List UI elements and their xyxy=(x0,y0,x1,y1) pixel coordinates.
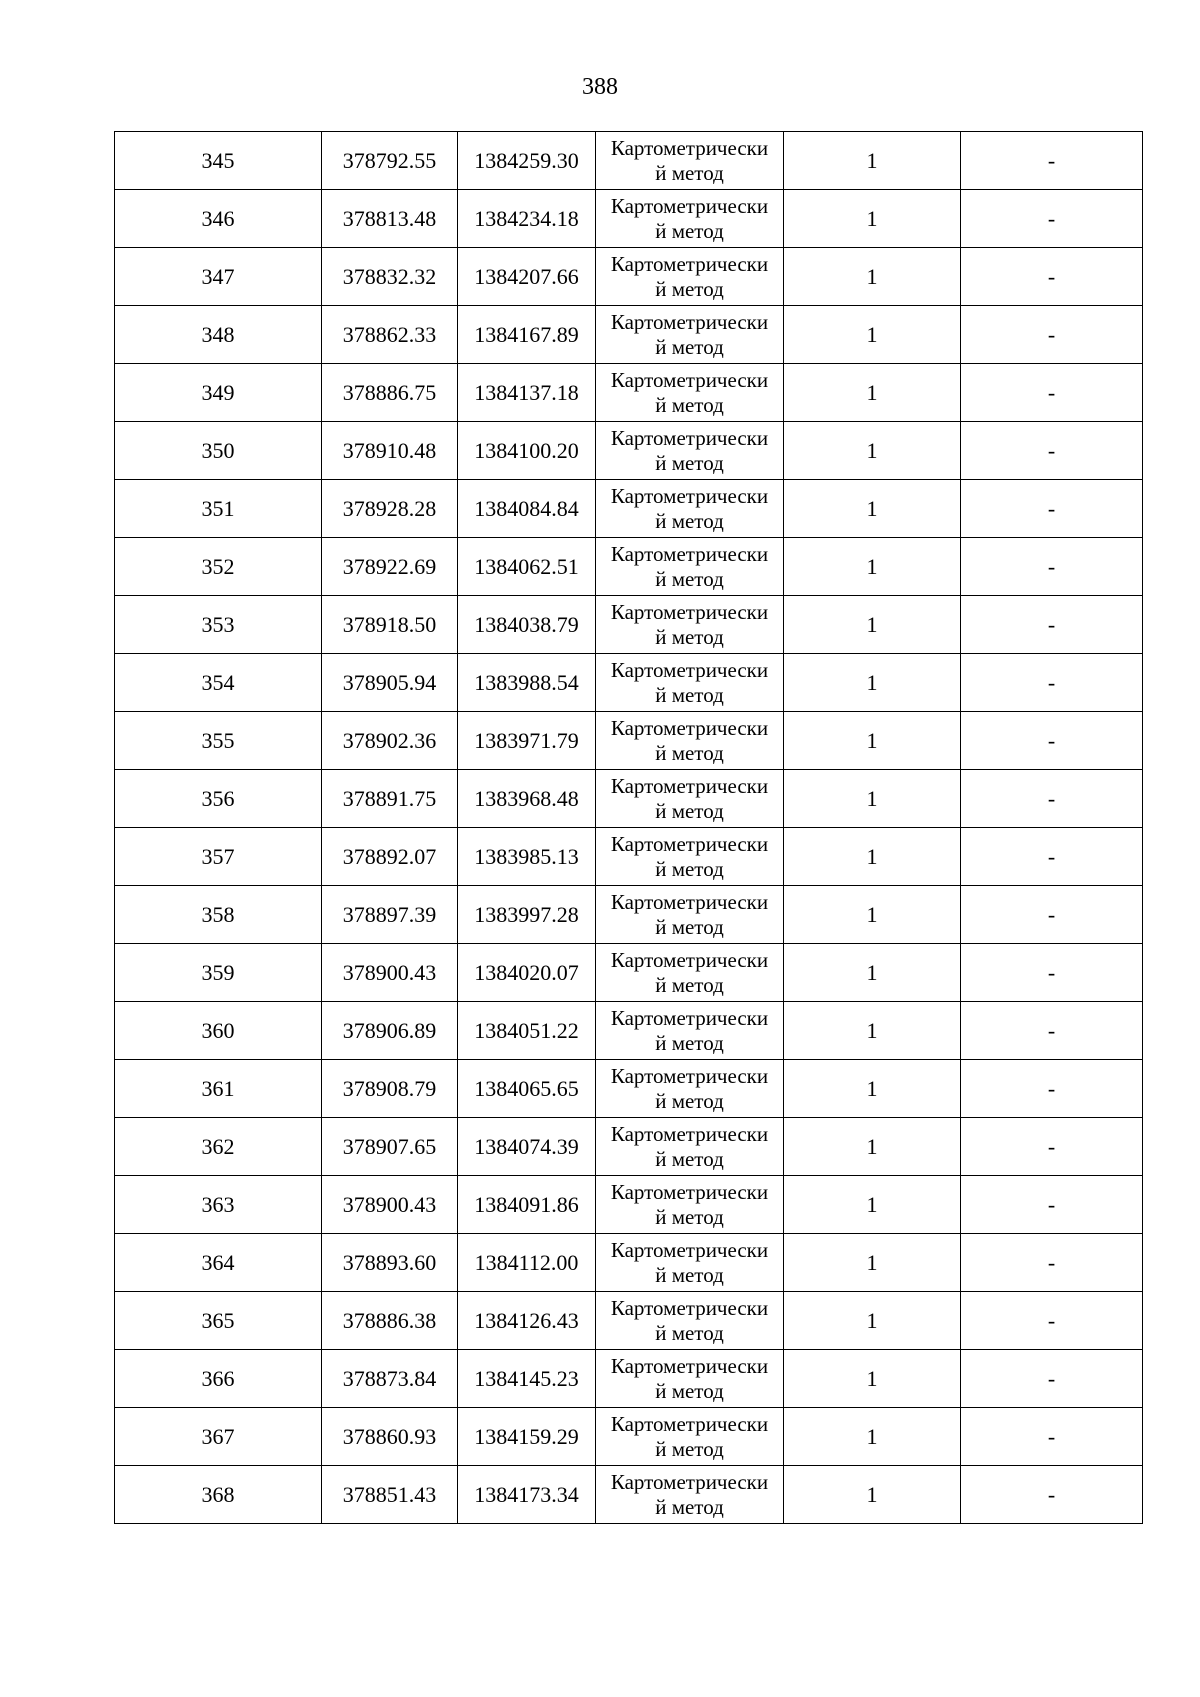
table-row xyxy=(115,712,1143,770)
point-number-cell: 365 xyxy=(115,1292,322,1350)
accuracy-cell: 1 xyxy=(784,1118,961,1176)
method-line-2: й метод xyxy=(655,1262,724,1287)
method-line-2: й метод xyxy=(655,682,724,707)
method-cell xyxy=(596,480,784,538)
method-line-1: Картометрически xyxy=(610,193,769,218)
coordinate-y-cell: 1384159.29 xyxy=(458,1408,596,1466)
table-row xyxy=(115,190,1143,248)
accuracy-cell: 1 xyxy=(784,1176,961,1234)
table-row xyxy=(115,828,1143,886)
method-cell xyxy=(596,1466,784,1524)
point-number-cell: 347 xyxy=(115,248,322,306)
table-row xyxy=(115,480,1143,538)
table-row xyxy=(115,132,1143,190)
note-cell: - xyxy=(961,1292,1143,1350)
method-line-1: Картометрически xyxy=(610,599,769,624)
coordinate-x-cell: 378897.39 xyxy=(322,886,458,944)
method-line-1: Картометрически xyxy=(610,367,769,392)
method-line-2: й метод xyxy=(655,914,724,939)
method-line-2: й метод xyxy=(655,218,724,243)
coordinate-y-cell: 1384112.00 xyxy=(458,1234,596,1292)
note-cell: - xyxy=(961,828,1143,886)
coordinate-y-cell: 1383971.79 xyxy=(458,712,596,770)
note-cell: - xyxy=(961,306,1143,364)
table-row xyxy=(115,1234,1143,1292)
coordinate-y-cell: 1384126.43 xyxy=(458,1292,596,1350)
note-cell: - xyxy=(961,132,1143,190)
point-number-cell: 356 xyxy=(115,770,322,828)
method-cell xyxy=(596,364,784,422)
coordinate-x-cell: 378873.84 xyxy=(322,1350,458,1408)
method-line-2: й метод xyxy=(655,1204,724,1229)
table-row xyxy=(115,770,1143,828)
point-number-cell: 352 xyxy=(115,538,322,596)
coordinate-y-cell: 1384167.89 xyxy=(458,306,596,364)
accuracy-cell: 1 xyxy=(784,1060,961,1118)
method-cell xyxy=(596,1350,784,1408)
note-cell: - xyxy=(961,886,1143,944)
coordinate-y-cell: 1384145.23 xyxy=(458,1350,596,1408)
point-number-cell: 349 xyxy=(115,364,322,422)
note-cell: - xyxy=(961,712,1143,770)
coordinate-x-cell: 378893.60 xyxy=(322,1234,458,1292)
method-line-1: Картометрически xyxy=(610,1353,769,1378)
method-line-1: Картометрически xyxy=(610,541,769,566)
coordinate-y-cell: 1384065.65 xyxy=(458,1060,596,1118)
method-line-2: й метод xyxy=(655,1436,724,1461)
coordinate-y-cell: 1384259.30 xyxy=(458,132,596,190)
method-line-2: й метод xyxy=(655,1088,724,1113)
method-line-2: й метод xyxy=(655,508,724,533)
point-number-cell: 354 xyxy=(115,654,322,712)
coordinate-y-cell: 1384074.39 xyxy=(458,1118,596,1176)
method-line-2: й метод xyxy=(655,856,724,881)
method-cell xyxy=(596,654,784,712)
note-cell: - xyxy=(961,944,1143,1002)
method-line-1: Картометрически xyxy=(610,1179,769,1204)
table-row xyxy=(115,1292,1143,1350)
method-line-2: й метод xyxy=(655,1146,724,1171)
point-number-cell: 346 xyxy=(115,190,322,248)
point-number-cell: 361 xyxy=(115,1060,322,1118)
method-cell xyxy=(596,190,784,248)
point-number-cell: 364 xyxy=(115,1234,322,1292)
table-row xyxy=(115,944,1143,1002)
method-line-2: й метод xyxy=(655,1030,724,1055)
point-number-cell: 359 xyxy=(115,944,322,1002)
coordinate-x-cell: 378900.43 xyxy=(322,944,458,1002)
note-cell: - xyxy=(961,654,1143,712)
coordinate-x-cell: 378862.33 xyxy=(322,306,458,364)
method-line-1: Картометрически xyxy=(610,251,769,276)
coordinate-x-cell: 378832.32 xyxy=(322,248,458,306)
table-body xyxy=(115,132,1143,1524)
note-cell: - xyxy=(961,770,1143,828)
coordinate-y-cell: 1384062.51 xyxy=(458,538,596,596)
method-cell xyxy=(596,248,784,306)
method-cell xyxy=(596,886,784,944)
point-number-cell: 353 xyxy=(115,596,322,654)
method-cell xyxy=(596,306,784,364)
method-line-2: й метод xyxy=(655,798,724,823)
note-cell: - xyxy=(961,1350,1143,1408)
coordinate-y-cell: 1384234.18 xyxy=(458,190,596,248)
method-line-2: й метод xyxy=(655,450,724,475)
note-cell: - xyxy=(961,364,1143,422)
note-cell: - xyxy=(961,422,1143,480)
point-number-cell: 345 xyxy=(115,132,322,190)
coordinate-x-cell: 378928.28 xyxy=(322,480,458,538)
coordinate-x-cell: 378906.89 xyxy=(322,1002,458,1060)
accuracy-cell: 1 xyxy=(784,132,961,190)
note-cell: - xyxy=(961,1118,1143,1176)
method-line-1: Картометрически xyxy=(610,715,769,740)
note-cell: - xyxy=(961,1060,1143,1118)
point-number-cell: 360 xyxy=(115,1002,322,1060)
method-cell xyxy=(596,828,784,886)
table-row xyxy=(115,1060,1143,1118)
coordinate-x-cell: 378886.75 xyxy=(322,364,458,422)
method-line-1: Картометрически xyxy=(610,831,769,856)
method-cell xyxy=(596,1060,784,1118)
method-cell xyxy=(596,132,784,190)
method-line-2: й метод xyxy=(655,1320,724,1345)
table-row xyxy=(115,306,1143,364)
table-row xyxy=(115,1176,1143,1234)
coordinate-x-cell: 378792.55 xyxy=(322,132,458,190)
coordinate-y-cell: 1383985.13 xyxy=(458,828,596,886)
method-line-1: Картометрически xyxy=(610,947,769,972)
note-cell: - xyxy=(961,1176,1143,1234)
coordinate-y-cell: 1384051.22 xyxy=(458,1002,596,1060)
note-cell: - xyxy=(961,248,1143,306)
method-line-2: й метод xyxy=(655,392,724,417)
note-cell: - xyxy=(961,190,1143,248)
note-cell: - xyxy=(961,596,1143,654)
method-line-2: й метод xyxy=(655,160,724,185)
accuracy-cell: 1 xyxy=(784,596,961,654)
method-line-2: й метод xyxy=(655,566,724,591)
method-cell xyxy=(596,1176,784,1234)
point-number-cell: 367 xyxy=(115,1408,322,1466)
table-row xyxy=(115,248,1143,306)
table-row xyxy=(115,422,1143,480)
note-cell: - xyxy=(961,1002,1143,1060)
note-cell: - xyxy=(961,480,1143,538)
coordinate-x-cell: 378813.48 xyxy=(322,190,458,248)
table-row xyxy=(115,1118,1143,1176)
method-line-2: й метод xyxy=(655,334,724,359)
accuracy-cell: 1 xyxy=(784,886,961,944)
accuracy-cell: 1 xyxy=(784,770,961,828)
coordinate-x-cell: 378910.48 xyxy=(322,422,458,480)
coordinate-y-cell: 1384173.34 xyxy=(458,1466,596,1524)
method-line-1: Картометрически xyxy=(610,309,769,334)
accuracy-cell: 1 xyxy=(784,190,961,248)
method-cell xyxy=(596,1002,784,1060)
coordinate-y-cell: 1383988.54 xyxy=(458,654,596,712)
point-number-cell: 348 xyxy=(115,306,322,364)
method-line-2: й метод xyxy=(655,624,724,649)
method-line-1: Картометрически xyxy=(610,425,769,450)
point-number-cell: 355 xyxy=(115,712,322,770)
table-row xyxy=(115,538,1143,596)
method-cell xyxy=(596,712,784,770)
coordinates-table xyxy=(114,131,1143,1524)
method-line-1: Картометрически xyxy=(610,483,769,508)
coordinate-y-cell: 1384091.86 xyxy=(458,1176,596,1234)
table-row xyxy=(115,364,1143,422)
method-line-2: й метод xyxy=(655,972,724,997)
accuracy-cell: 1 xyxy=(784,538,961,596)
point-number-cell: 351 xyxy=(115,480,322,538)
method-cell xyxy=(596,422,784,480)
method-cell xyxy=(596,1292,784,1350)
method-line-2: й метод xyxy=(655,1494,724,1519)
coordinate-x-cell: 378905.94 xyxy=(322,654,458,712)
method-cell xyxy=(596,596,784,654)
table-row xyxy=(115,1350,1143,1408)
method-line-1: Картометрически xyxy=(610,657,769,682)
accuracy-cell: 1 xyxy=(784,828,961,886)
method-line-1: Картометрически xyxy=(610,889,769,914)
coordinate-x-cell: 378892.07 xyxy=(322,828,458,886)
method-cell xyxy=(596,1118,784,1176)
accuracy-cell: 1 xyxy=(784,306,961,364)
method-line-1: Картометрически xyxy=(610,1295,769,1320)
table-row xyxy=(115,886,1143,944)
method-line-1: Картометрически xyxy=(610,1411,769,1436)
method-line-1: Картометрически xyxy=(610,1121,769,1146)
method-line-1: Картометрически xyxy=(610,1063,769,1088)
table-row xyxy=(115,596,1143,654)
method-line-2: й метод xyxy=(655,740,724,765)
note-cell: - xyxy=(961,1466,1143,1524)
coordinate-x-cell: 378891.75 xyxy=(322,770,458,828)
coordinate-x-cell: 378907.65 xyxy=(322,1118,458,1176)
point-number-cell: 350 xyxy=(115,422,322,480)
coordinate-x-cell: 378902.36 xyxy=(322,712,458,770)
method-line-1: Картометрически xyxy=(610,135,769,160)
method-cell xyxy=(596,538,784,596)
coordinate-x-cell: 378918.50 xyxy=(322,596,458,654)
method-cell xyxy=(596,770,784,828)
point-number-cell: 363 xyxy=(115,1176,322,1234)
coordinate-y-cell: 1384207.66 xyxy=(458,248,596,306)
method-cell xyxy=(596,944,784,1002)
table-row xyxy=(115,654,1143,712)
coordinate-y-cell: 1384020.07 xyxy=(458,944,596,1002)
accuracy-cell: 1 xyxy=(784,1234,961,1292)
note-cell: - xyxy=(961,1234,1143,1292)
coordinate-x-cell: 378908.79 xyxy=(322,1060,458,1118)
accuracy-cell: 1 xyxy=(784,1466,961,1524)
method-line-1: Картометрически xyxy=(610,1005,769,1030)
accuracy-cell: 1 xyxy=(784,1292,961,1350)
accuracy-cell: 1 xyxy=(784,712,961,770)
point-number-cell: 357 xyxy=(115,828,322,886)
method-cell xyxy=(596,1234,784,1292)
accuracy-cell: 1 xyxy=(784,480,961,538)
coordinate-y-cell: 1384084.84 xyxy=(458,480,596,538)
coordinate-y-cell: 1384137.18 xyxy=(458,364,596,422)
page-number: 388 xyxy=(582,74,618,100)
method-line-1: Картометрически xyxy=(610,1237,769,1262)
method-line-2: й метод xyxy=(655,1378,724,1403)
accuracy-cell: 1 xyxy=(784,364,961,422)
method-line-1: Картометрически xyxy=(610,1469,769,1494)
accuracy-cell: 1 xyxy=(784,1408,961,1466)
method-line-1: Картометрически xyxy=(610,773,769,798)
coordinate-y-cell: 1383997.28 xyxy=(458,886,596,944)
coordinate-x-cell: 378900.43 xyxy=(322,1176,458,1234)
coordinate-x-cell: 378851.43 xyxy=(322,1466,458,1524)
accuracy-cell: 1 xyxy=(784,654,961,712)
accuracy-cell: 1 xyxy=(784,422,961,480)
coordinate-x-cell: 378860.93 xyxy=(322,1408,458,1466)
note-cell: - xyxy=(961,1408,1143,1466)
point-number-cell: 368 xyxy=(115,1466,322,1524)
table-row xyxy=(115,1466,1143,1524)
coordinate-x-cell: 378922.69 xyxy=(322,538,458,596)
table-row xyxy=(115,1408,1143,1466)
coordinate-y-cell: 1383968.48 xyxy=(458,770,596,828)
method-cell xyxy=(596,1408,784,1466)
note-cell: - xyxy=(961,538,1143,596)
point-number-cell: 366 xyxy=(115,1350,322,1408)
method-line-2: й метод xyxy=(655,276,724,301)
accuracy-cell: 1 xyxy=(784,248,961,306)
point-number-cell: 362 xyxy=(115,1118,322,1176)
accuracy-cell: 1 xyxy=(784,944,961,1002)
table-row xyxy=(115,1002,1143,1060)
point-number-cell: 358 xyxy=(115,886,322,944)
accuracy-cell: 1 xyxy=(784,1350,961,1408)
accuracy-cell: 1 xyxy=(784,1002,961,1060)
coordinate-y-cell: 1384100.20 xyxy=(458,422,596,480)
coordinate-y-cell: 1384038.79 xyxy=(458,596,596,654)
coordinate-x-cell: 378886.38 xyxy=(322,1292,458,1350)
